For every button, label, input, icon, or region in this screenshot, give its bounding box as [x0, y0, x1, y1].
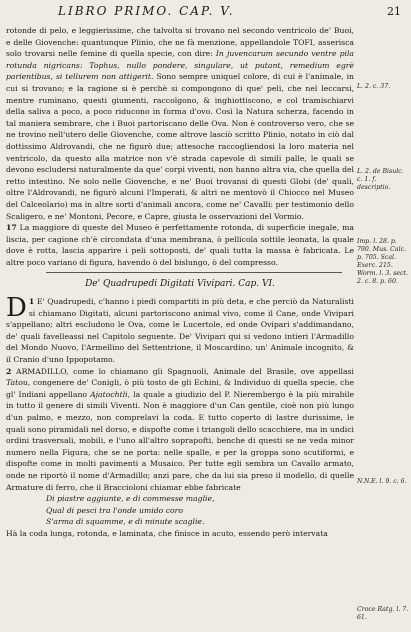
paragraph-2-text-c: , la quale a giudizio del P. Nierembergo è la più mirabile in tutto il genere di simili Viventi. Non è maggiore d'un Can gentile, cioè non più lungo d'un palmo, e mezzo, non comprelavi la coda. E tutto coperto di lastre durissime, le quali sono piramidali nel dorso, e dispofte come i triangoli dello scacchiere, ma in undici ordini trasversali, mobili, e l'uno all'altro soprapofti, benche di questi se ne veda minor numero nella Figura, che se ne porta: nelle spalle, e per la groppa sono scutiformi, e dispofte come in molti pavimenti a Musaico. Per tutte egli sembra un Cavallo armato, onde ne riportò il nome d'Armadillo; anzi pare, che da lui sia preso il modello, di quelle Armature di ferro, che il Braccioloni chiamar ebbe fabricate — [6, 389, 354, 492]
intro-text: rotonde di pelo, e leggierissime, che talvolta si trovano nel secondo ventricolo de' Buoi, e delle Giovenche: quantunque Plinio, che ne fà menzione, appellandole TOFI, asserisca solo trovarsi nelle femine di quella specie, con dire: — [6, 26, 354, 59]
section-divider — [46, 272, 342, 273]
intro-continuation: Sono sempre uniquel colore, di cui è l'animale, in cui si trovano; e la ragione si è perchè si compongono di que' peli, che nel leccarsi, mentre ruminano, questi giumenti, raccolgono, & inghiottiscono, e col tramischiarvi della saliva a poco, a poco riducono in forma d'ovo. Così la Natura scherza, facendo in tal maniera sembrare, che i Buoi partoriscano delle Ova. Non è controverso vero, che se ne trovino nell'utero delle Giovenche, come altrove lasciò scritto Plinio, notato in ciò dal dottissimo Aldrovandi, che ne figurò due; attesoche raccogliendosi la loro materia nel ventricolo, da questo alla matrice non v'è strada capevole di simili palle, le quali se devono escludersi naturalmente da que' corpi viventi, non hanno altra via, che quella del retto intestino. Ne solo nelle Giovenche, e ne' Buoi trovansi di questi Globi (de' quali, oltre l'Aldrovandi, ne figurò alcuni l'Imperati, & altri ne mentovò il Chiocco nel Museo del Calceolario) ma in altre sorti d'animali ancora, come ne' Cavalli: per testimonio dello Scaligero, e ne' Montoni, Pecore, e Capre, giusta le osservazioni del Vormio. — [6, 72, 354, 221]
term-tatou: Tatou — [6, 378, 28, 388]
paragraph-number: 2 — [6, 366, 12, 376]
margin-note: Imp. l. 28. p. 790. Mus. Calc. p. 705. Scal. Exerc. 215. Worm. l. 3. sect. 2. c. 8. p. 60. — [357, 238, 408, 285]
running-title: LIBRO PRIMO. CAP. V. — [58, 4, 235, 18]
paragraph-number: 1 — [28, 297, 35, 307]
margin-note: Croce Ratg. l. 7. 61. — [357, 606, 409, 621]
verse-line: S'arma di squamme, e di minute scaglie. — [46, 517, 205, 527]
paragraph-1 — [6, 293, 354, 366]
intro-paragraph — [6, 25, 354, 222]
paragraph-17 — [6, 222, 354, 268]
verse-line: Di piastre aggiunte, e di commesse maglie, — [46, 494, 215, 504]
paragraph-2-text-b: , congenere de' Conigli, ò più tosto de gli Echini, & Individuo di quella specie, che gl' Indiani appellano — [6, 378, 354, 399]
paragraph-17-text: La maggiore di queste del Museo è perfettamente rotonda, di superficie inegale, ma liscia, per cagione ch'è circondata d'una membrana, ò pellicola sottile leonata, la quale dove è rotta, lascia apparire i peli sottoposti, de' quali tutta la massa è fabricata. Le altre poco variano di figura, havendo ò del bislungo, ò del compresso. — [6, 223, 354, 267]
paragraph-number: 17 — [6, 223, 17, 233]
margin-note: N.N.E. l. 9. c. 6. — [357, 478, 407, 485]
plinio-quote: In juvencarum secundo ventre pila rotunda nigricans: Tophus, nullo pondere, singulare, ut putant, remedium egrè parientibus, si tellurem non attigerit. — [6, 49, 354, 82]
drop-cap: D — [6, 293, 27, 324]
term-ajatochtli: Ajatochtli — [90, 389, 128, 399]
paragraph-2-text-a: ARMADILLO, come lo chiamano gli Spagnuoli, Animale del Brasile, ove appellasi — [16, 366, 354, 376]
margin-note: L. 2. c. 37. — [357, 83, 391, 90]
closing-text: Hà la coda lunga, rotonda, e laminata, che finisce in acuto, essendo però intervata — [6, 528, 328, 538]
main-text — [6, 25, 354, 540]
paragraph-1-text: E' Quadrupedi, c'hanno i piedi compartiti in più deta, e che perciò da Naturalisti si chiamano Digitati, alcuni partoriscono animal vivo, come il Cane, onde Vivipari s'appellano; altri escludono le Ova, come le Lucertole, ed onde Ovipari s'addimandano, de' quali favelleassi nel Capitolo seguente. De' Vivipari qui si vedono intieri l'Armadillo del Mondo Nuovo, l'Armellino del Settentrione, il Moscardino, un' Animale incognito, & il Cranio d'uno Ippopotamo. — [6, 297, 354, 365]
page-number: 21 — [387, 5, 401, 18]
verse-line: Qual di pesci tra l'onde umido coro — [46, 505, 183, 515]
paragraph-2 — [6, 366, 354, 494]
closing-line — [6, 528, 354, 540]
chapter-heading: De' Quadrupedi Digitati Vivipari. Cap. VI. — [85, 279, 275, 290]
margin-note: L. 2. de Bisulc. c. 1. f. descriptio. — [357, 168, 404, 191]
